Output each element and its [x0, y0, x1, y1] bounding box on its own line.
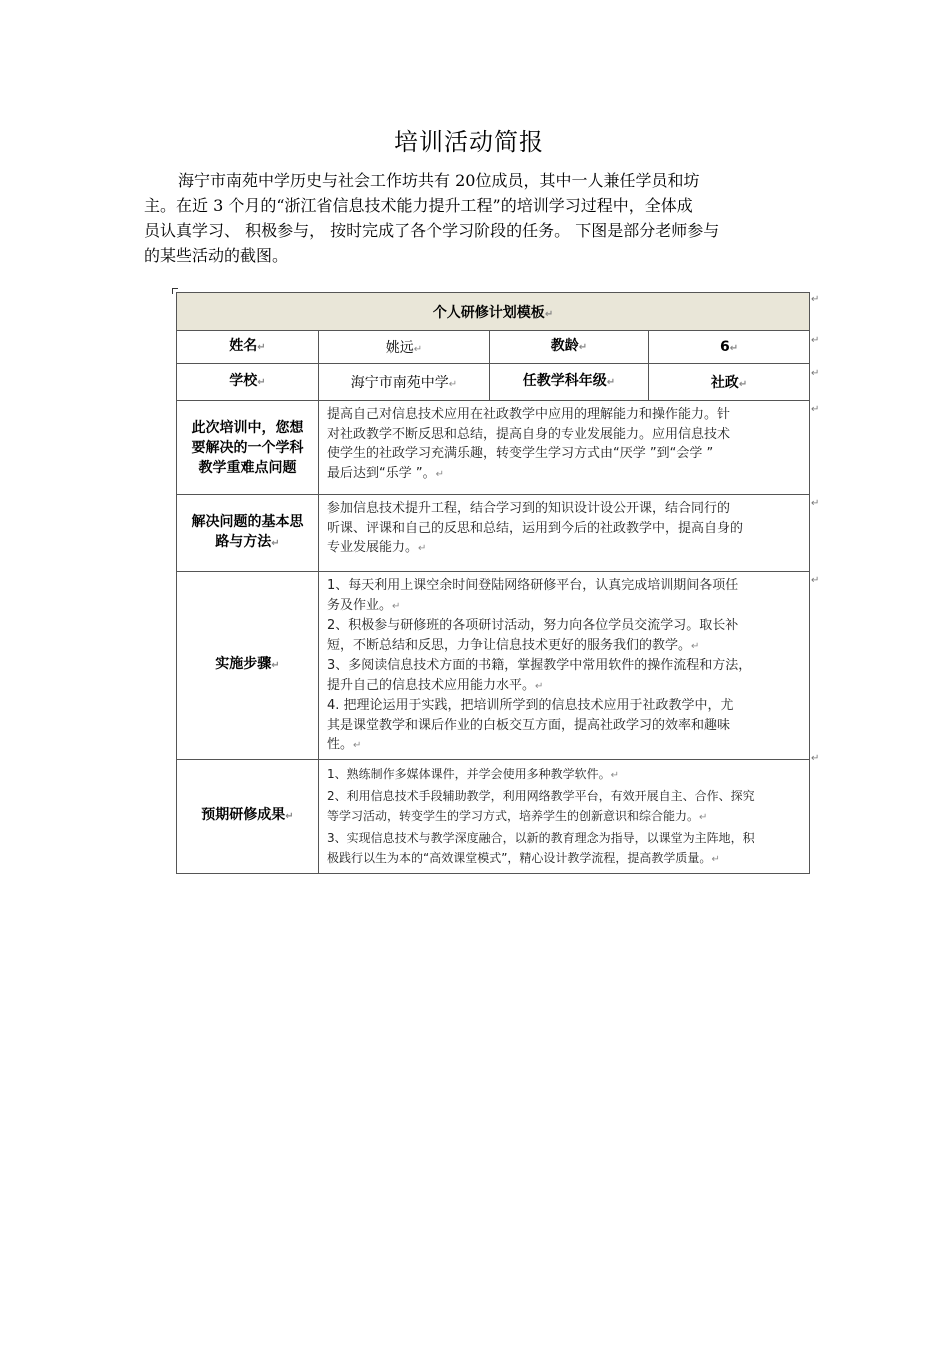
school-value: 海宁市南苑中学 [350, 375, 449, 391]
content-line: 其是课堂教学和课后作业的白板交互方面，提高社政学习的效率和趣味 [327, 717, 731, 733]
content-line: 参加信息技术提升工程，结合学习到的知识设计设公开课，结合同行的 [327, 501, 731, 516]
teaching-years-value-cell [649, 331, 810, 364]
subject-label: 任教学科年级 [522, 373, 607, 389]
study-plan-table [176, 292, 810, 874]
intro-line: 主。在近 3 个月的“浙江省信息技术能力提升工程”的培训学习过程中，全体成 [144, 196, 693, 215]
subject-value-cell [649, 364, 810, 401]
content-line: 4. 把理论运用于实践，把培训所学到的信息技术应用于社政教学中，尤 [327, 698, 734, 713]
content-line: 3、实现信息技术与教学深度融合，以新的教育理念为指导，以课堂为主阵地，积 [327, 830, 755, 845]
problem-label-line: 要解决的一个学科 [191, 439, 304, 456]
paragraph-mark: ↵ [578, 342, 588, 353]
content-line: 对社政教学不断反思和总结，提高自身的专业发展能力。应用信息技术 [327, 426, 731, 442]
paragraph-mark: ↵ [544, 308, 554, 320]
paragraph-mark: ↵ [729, 343, 739, 354]
problem-label-cell [177, 401, 319, 495]
paragraph-mark: ↵ [738, 379, 748, 390]
row-end-mark: ↵ [811, 368, 820, 379]
paragraph-mark: ↵ [271, 660, 280, 672]
table-header-text: 个人研修计划模板 [432, 304, 545, 321]
teaching-years-value: 6 [719, 339, 730, 355]
content-line: 性。 [327, 737, 354, 752]
content-line: 1、每天利用上课空余时间登陆网络研修平台，认真完成培训期间各项任 [327, 578, 739, 593]
school-label: 学校 [229, 373, 258, 389]
content-line: 3、多阅读信息技术方面的书籍，掌握教学中常用软件的操作流程和方法， [327, 658, 752, 673]
content-line: 提高自己对信息技术应用在社政教学中应用的理解能力和操作能力。针 [327, 407, 731, 422]
paragraph-mark: ↵ [435, 468, 444, 480]
paragraph-mark: ↵ [257, 342, 266, 353]
intro-line: 的某些活动的截图。 [144, 246, 289, 265]
content-line: 1、熟练制作多媒体课件，并学会使用多种教学软件。 [327, 766, 611, 781]
content-line: 提升自己的信息技术应用能力水平。 [327, 677, 536, 693]
steps-label: 实施步骤 [215, 656, 272, 673]
content-line: 务及作业。 [327, 597, 393, 613]
name-value-cell [319, 331, 490, 364]
row-end-mark: ↵ [811, 753, 820, 764]
paragraph-mark: ↵ [606, 377, 616, 388]
paragraph-mark: ↵ [392, 600, 401, 612]
steps-content-cell [319, 572, 810, 760]
row-end-mark: ↵ [811, 404, 820, 415]
paragraph-mark: ↵ [691, 640, 700, 652]
outcome-label: 预期研修成果 [201, 807, 286, 823]
content-line: 听课、评课和自己的反思和总结，运用到今后的社政教学中，提高自身的 [327, 520, 744, 536]
school-label-cell [177, 364, 319, 401]
paragraph-mark: ↵ [353, 740, 362, 751]
method-content-cell [319, 495, 810, 572]
subject-label-cell [490, 364, 649, 401]
document-title: 培训活动简报 [394, 128, 544, 156]
problem-label-line: 此次培训中，您想 [191, 419, 304, 436]
method-label-line: 解决问题的基本思 [191, 514, 304, 530]
school-value-cell [319, 364, 490, 401]
row-end-mark: ↵ [811, 335, 820, 346]
name-value: 姚远 [385, 340, 414, 356]
teaching-years-label-cell [490, 331, 649, 364]
problem-content-cell [319, 401, 810, 495]
content-line: 2、积极参与研修班的各项研讨活动，努力向各位学员交流学习。取长补 [327, 618, 739, 633]
content-line: 专业发展能力。 [327, 540, 419, 555]
method-label-cell [177, 495, 319, 572]
row-end-mark: ↵ [811, 575, 820, 586]
paragraph-mark: ↵ [271, 538, 280, 549]
method-label-line: 路与方法 [215, 534, 272, 550]
paragraph-mark: ↵ [418, 543, 427, 554]
problem-label-line: 教学重难点问题 [198, 459, 297, 476]
content-line: 等学习活动，转变学生的学习方式，培养学生的创新意识和综合能力。 [327, 808, 700, 823]
name-label-cell [177, 331, 319, 364]
row-end-mark: ↵ [811, 294, 820, 305]
intro-line: 员认真学习、 积极参与， 按时完成了各个学习阶段的任务。 下图是部分老师参与 [144, 221, 720, 240]
content-line: 最后达到“乐学 ”。 [327, 465, 436, 481]
paragraph-mark: ↵ [257, 377, 266, 388]
paragraph-mark: ↵ [711, 853, 720, 865]
outcome-content-cell [319, 759, 810, 873]
teaching-years-label: 教龄 [550, 338, 579, 354]
content-line: 短，不断总结和反思，力争让信息技术更好的服务我们的教学。 [327, 637, 692, 653]
content-line: 使学生的社政学习充满乐趣，转变学生学习方式由“厌学 ”到“会学 ” [327, 446, 714, 461]
table-header [177, 293, 810, 331]
paragraph-mark: ↵ [535, 680, 544, 692]
row-end-mark: ↵ [811, 498, 820, 509]
paragraph-mark: ↵ [448, 379, 458, 390]
paragraph-mark: ↵ [413, 344, 423, 355]
intro-line: 海宁市南苑中学历史与社会工作坊共有 20位成员，其中一人兼任学员和坊 [178, 171, 700, 190]
content-line: 2、利用信息技术手段辅助教学，利用网络教学平台，有效开展自主、合作、探究 [327, 788, 755, 803]
intro-paragraph [144, 168, 804, 268]
paragraph-mark: ↵ [285, 811, 294, 822]
steps-label-cell [177, 572, 319, 760]
paragraph-mark: ↵ [699, 811, 708, 823]
outcome-label-cell [177, 759, 319, 873]
subject-value: 社政 [710, 375, 739, 391]
name-label: 姓名 [229, 338, 258, 354]
content-line: 极践行以生为本的“高效课堂模式”，精心设计教学流程，提高教学质量。 [327, 850, 712, 865]
paragraph-mark: ↵ [610, 769, 620, 781]
